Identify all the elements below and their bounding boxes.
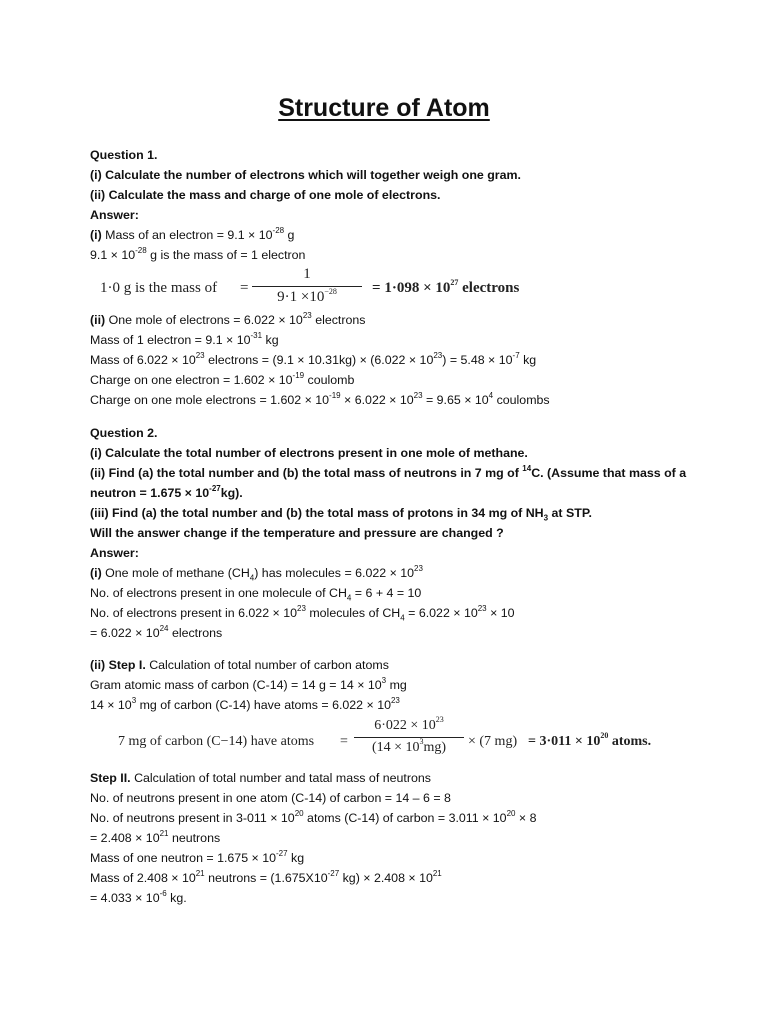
text: 14 × 10 [90, 698, 132, 712]
subscript: 4 [346, 593, 352, 603]
text: 1·098 × 10 [384, 280, 451, 296]
eq1-numerator: 1 [303, 266, 311, 282]
eq2-denominator [368, 737, 450, 756]
exponent: -6 [159, 888, 167, 898]
eq2-result [528, 731, 652, 750]
text: = [372, 280, 381, 296]
exponent: 23 [414, 563, 423, 573]
exponent: -19 [292, 370, 305, 380]
text: = 6.022 × 10 [404, 606, 478, 620]
eq2-fraction [354, 715, 464, 756]
text: = 6 + 4 = 10 [351, 586, 422, 600]
text: One mole of methane (CH [101, 566, 250, 580]
text: electrons [168, 626, 223, 640]
text: mg [386, 678, 407, 692]
q2-answer-i-line3 [90, 605, 732, 621]
text: Mass of 6.022 × 10 [90, 353, 196, 367]
text: kg [519, 353, 537, 367]
fraction-bar [354, 737, 464, 738]
exponent: -7 [512, 350, 520, 360]
text: neutron = 1.675 × 10 [90, 486, 210, 500]
text: Gram atomic mass of carbon (C-14) = 14 g = 14 × 10 [90, 678, 382, 692]
text: Charge on one mole electrons = 1.602 × 10 [90, 393, 330, 407]
subscript: 4 [400, 613, 405, 623]
text: Calculation of total number of carbon atoms [145, 658, 389, 672]
equation-electrons-per-gram [100, 266, 520, 308]
exponent: -28 [135, 245, 147, 255]
text: × 10 [486, 606, 515, 620]
fraction-bar [252, 286, 362, 287]
text: = 2.408 × 10 [90, 831, 160, 845]
exponent: -27 [276, 848, 288, 858]
text: neutrons = (1.675X10 [204, 871, 328, 885]
text: kg. [166, 891, 187, 905]
q2-step1-label: (ii) Step I. [90, 658, 146, 672]
eq2-multiplier: × (7 mg) [468, 734, 518, 749]
q1-answer-ii-line1 [90, 312, 732, 328]
eq1-denominator [273, 289, 341, 306]
text: Calculation of total number and tatal mass of neutrons [130, 771, 431, 785]
text: Mass of 1 electron = 9.1 × 10 [90, 333, 251, 347]
exponent: 23 [297, 603, 306, 613]
q1-answer-i-line1 [90, 227, 732, 243]
q2-i-label: (i) [90, 566, 102, 580]
exponent: -28 [272, 225, 285, 235]
text: mg of carbon (C-14) have atoms = 6.022 × 10 [136, 698, 391, 712]
q1-answer-ii-line2 [90, 332, 732, 348]
q2-step2-line5 [90, 850, 732, 866]
q1-heading: Question 1. [90, 148, 158, 162]
exponent: -27 [327, 868, 340, 878]
exponent: 14 [522, 463, 532, 473]
text: (ii) Find (a) the total number and (b) the total mass of neutrons in 7 mg of [90, 466, 523, 480]
text: g is the mass of = 1 electron [146, 248, 306, 262]
text: = 6.022 × 10 [90, 626, 160, 640]
text: kg). [220, 486, 243, 500]
text: coulombs [493, 393, 550, 407]
text: mg) [423, 740, 447, 755]
q1-answer-ii-line5 [90, 392, 732, 408]
text: No. of electrons present in one molecule of CH [90, 586, 347, 600]
q2-answer-i-line4 [90, 625, 732, 641]
exponent: 20 [294, 808, 304, 818]
q2-answer-i-line2 [90, 585, 732, 601]
text: 9.1 × 10 [90, 248, 136, 262]
text: (14 × 10 [371, 740, 420, 755]
q2-step2-line7 [90, 890, 732, 906]
q2-answer-ii-line2 [90, 677, 732, 693]
eq2-numerator [370, 715, 448, 734]
q1-part-ii: (ii) Calculate the mass and charge of one mole of electrons. [90, 188, 441, 202]
text: kg [287, 851, 305, 865]
exponent: 23 [195, 350, 205, 360]
exponent: 23 [302, 310, 312, 320]
text: Mass of an electron = 9.1 × 10 [101, 228, 273, 242]
subscript: 3 [543, 513, 549, 523]
exponent: 23 [435, 715, 444, 725]
q2-part-ii-cont [90, 485, 732, 501]
q2-answer-label: Answer: [90, 546, 139, 560]
q1-part-i: (i) Calculate the number of electrons which will together weigh one gram. [90, 168, 521, 182]
eq2-equals: = [340, 734, 348, 749]
exponent: 27 [450, 278, 459, 287]
q1-ii-label: (ii) [90, 313, 106, 327]
exponent: 21 [159, 828, 169, 838]
q2-answer-ii-line1 [90, 657, 732, 673]
text: electrons [458, 280, 520, 296]
exponent: −28 [324, 287, 337, 296]
exponent: 3 [131, 695, 137, 705]
q2-part-iv: Will the answer change if the temperature and pressure are changed ? [90, 526, 504, 540]
text: coulomb [304, 373, 355, 387]
text: electrons [311, 313, 366, 327]
q2-step2-line1 [90, 770, 732, 786]
eq1-lhs: 1·0 g is the mass of [100, 280, 218, 296]
text: kg) × 2.408 × 10 [339, 871, 433, 885]
text: ) has molecules = 6.022 × 10 [254, 566, 415, 580]
text: 3·011 × 10 [539, 734, 601, 749]
exponent: -31 [250, 330, 263, 340]
page-title: Structure of Atom [278, 94, 490, 122]
exponent: 23 [413, 390, 423, 400]
text: neutrons [168, 831, 221, 845]
eq1-equals: = [240, 280, 249, 296]
q1-answer-ii-line4 [90, 372, 732, 388]
q2-part-iii [90, 505, 732, 521]
text: = 9.65 × 10 [422, 393, 489, 407]
text: No. of electrons present in 6.022 × 10 [90, 606, 297, 620]
exponent: -27 [209, 483, 221, 493]
eq1-result [372, 280, 519, 297]
text: atoms (C-14) of carbon = 3.011 × 10 [303, 811, 507, 825]
exponent: 21 [195, 868, 205, 878]
text: ) = 5.48 × 10 [442, 353, 513, 367]
text: No. of neutrons present in 3-011 × 10 [90, 811, 295, 825]
q2-answer-i-line1 [90, 565, 732, 581]
q2-step2-label: Step II. [90, 771, 131, 785]
q2-step2-line3 [90, 810, 732, 826]
text: 6·022 × 10 [374, 718, 436, 733]
q2-heading: Question 2. [90, 426, 158, 440]
exponent: 21 [432, 868, 442, 878]
text: electrons = (9.1 × 10.31kg) × (6.022 × 10 [204, 353, 434, 367]
text: = [528, 734, 536, 749]
text: Mass of one neutron = 1.675 × 10 [90, 851, 276, 865]
exponent: 4 [488, 390, 494, 400]
subscript: 4 [249, 573, 255, 583]
q1-answer-label: Answer: [90, 208, 139, 222]
text: One mole of electrons = 6.022 × 10 [105, 313, 303, 327]
text: × 6.022 × 10 [340, 393, 414, 407]
text: kg [262, 333, 279, 347]
eq1-fraction [252, 266, 362, 306]
exponent: 23 [477, 603, 487, 613]
text: × 8 [515, 811, 537, 825]
text: C. (Assume that mass of a [531, 466, 687, 480]
exponent: 23 [433, 350, 443, 360]
exponent: 3 [419, 737, 424, 747]
text: atoms. [608, 734, 652, 749]
q2-part-ii [90, 465, 732, 481]
q2-step2-line6 [90, 870, 732, 886]
q1-i-label: (i) [90, 228, 102, 242]
q2-step2-line2: No. of neutrons present in one atom (C-14) of carbon = 14 – 6 = 8 [90, 791, 451, 805]
eq2-lhs: 7 mg of carbon (C−14) have atoms [118, 734, 315, 749]
exponent: 20 [600, 731, 609, 741]
text: (iii) Find (a) the total number and (b) the total mass of protons in 34 mg of NH [90, 506, 544, 520]
q1-answer-i-line2 [90, 247, 732, 263]
text: g [284, 228, 295, 242]
exponent: 20 [506, 808, 516, 818]
text: = 4.033 × 10 [90, 891, 160, 905]
exponent: -19 [329, 390, 341, 400]
q2-step2-line4 [90, 830, 732, 846]
q2-answer-ii-line3 [90, 697, 732, 713]
text: Mass of 2.408 × 10 [90, 871, 196, 885]
q2-part-i: (i) Calculate the total number of electrons present in one mole of methane. [90, 446, 528, 460]
exponent: 23 [390, 695, 400, 705]
text: Charge on one electron = 1.602 × 10 [90, 373, 293, 387]
text: molecules of CH [305, 606, 401, 620]
q1-answer-ii-line3 [90, 352, 732, 368]
exponent: 24 [159, 623, 169, 633]
equation-carbon-atoms [118, 715, 678, 764]
text: at STP. [548, 506, 592, 520]
exponent: 3 [381, 675, 387, 685]
text: 9·1 ×10 [277, 289, 325, 305]
